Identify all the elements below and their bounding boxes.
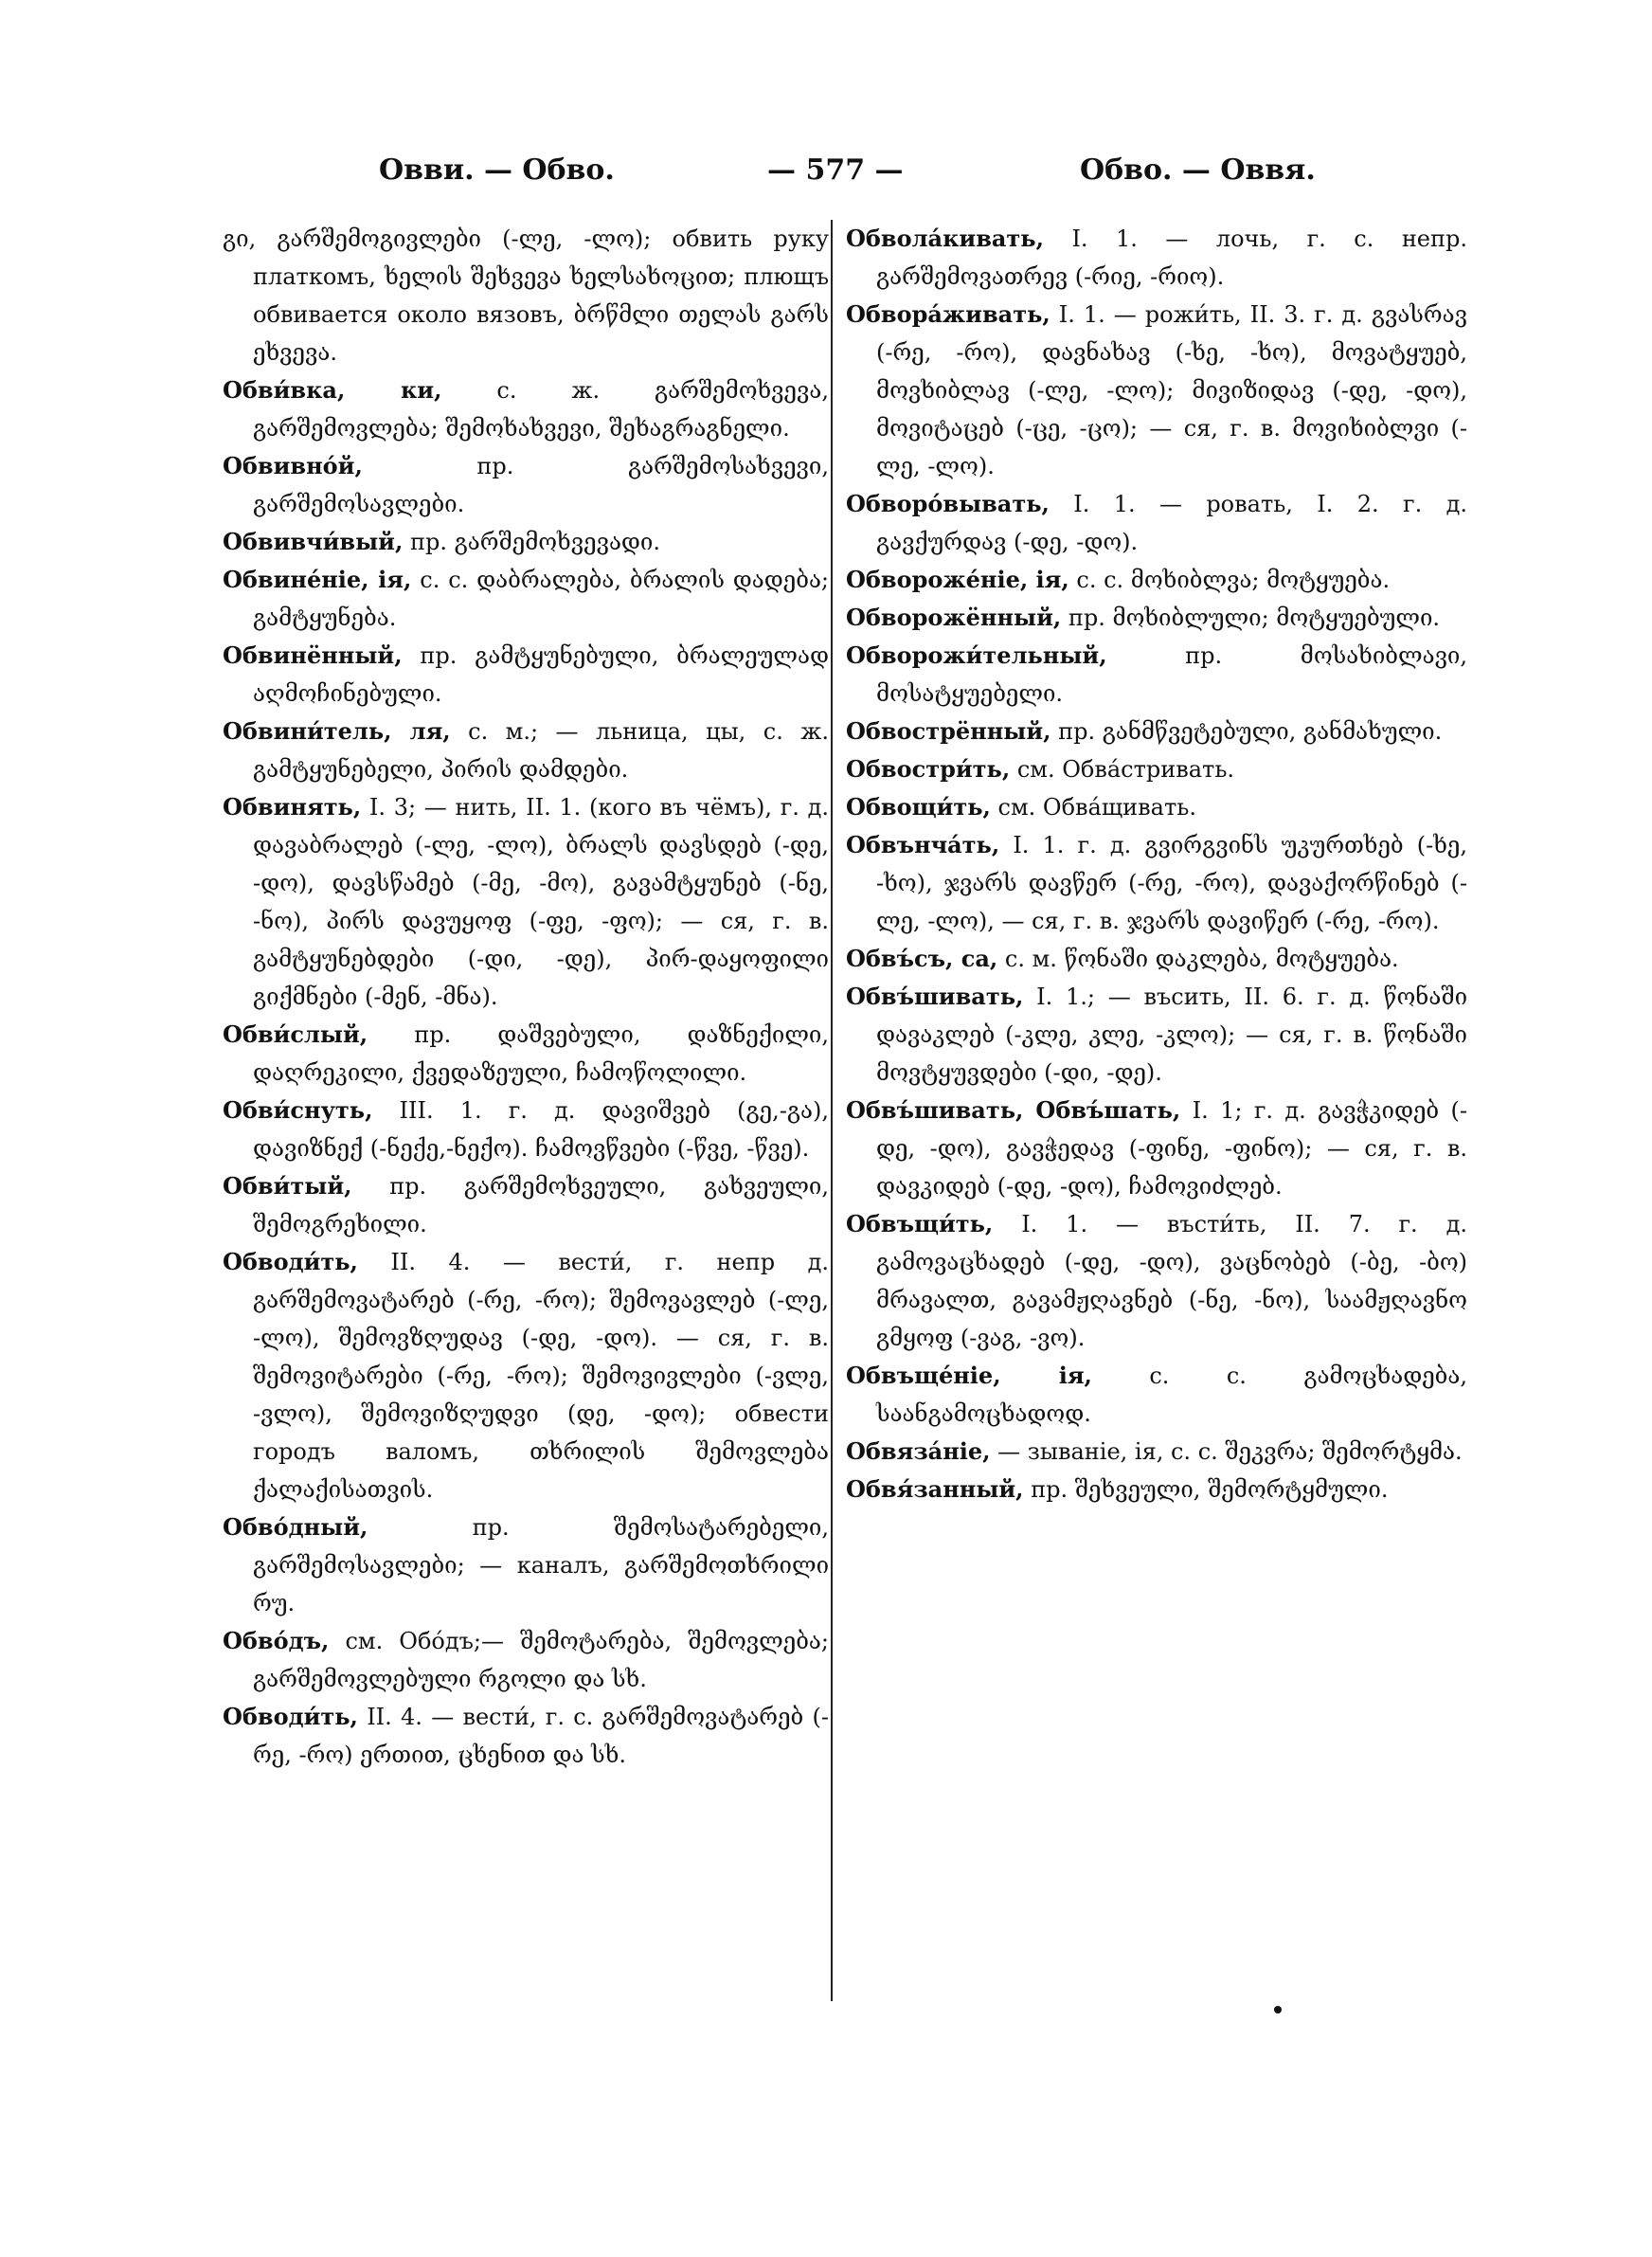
- dictionary-entry: [846, 1357, 1467, 1433]
- entry-headword: Обвивно́й,: [223, 452, 363, 479]
- entry-definition: I. 1. — ровать, I. 2. г. д. გავქურდავ (-დე, -დო).: [876, 491, 1467, 555]
- entry-headword: Обводи́ть,: [223, 1703, 358, 1730]
- left-column: [223, 220, 829, 1774]
- entry-headword: Обвостри́ть,: [846, 755, 1011, 783]
- dictionary-entry: [846, 637, 1467, 713]
- entry-headword: Обви́слый,: [223, 1020, 368, 1048]
- dictionary-entry: [846, 1205, 1467, 1357]
- page-header: [360, 153, 1336, 201]
- entry-definition: с. с. მოხიბლვა; მოტყუება.: [1076, 567, 1391, 593]
- entry-definition: пр. გარშემოხვევადი.: [409, 529, 660, 555]
- entry-headword: Обворожи́тельный,: [846, 641, 1107, 669]
- entry-definition: III. 1. г. д. დავიშვებ (გე,-გა), დავიზნექ (-ნექე,-ნექო). ჩამოვწვები (-წვე, -წვე).: [253, 1097, 829, 1162]
- dictionary-entry: [846, 826, 1467, 940]
- entry-headword: Обворожённый,: [846, 604, 1062, 631]
- entry-headword: Обвяза́ніе,: [846, 1437, 991, 1465]
- entry-definition: см. Обо́дъ;— შემოტარება, შემოვლება; გარშემოვლებული რგოლი და სხ.: [253, 1628, 829, 1692]
- entry-definition: I. 1. — лочь, г. с. непр. გარშემოვათრევ (-რიე, -რიო).: [876, 226, 1467, 290]
- entry-headword: Обвъ́шивать,: [846, 983, 1024, 1010]
- entry-headword: Обвора́живать,: [846, 300, 1050, 328]
- entry-definition: пр. შეხვეული, შემორტყმული.: [1031, 1476, 1389, 1503]
- entry-headword: Обвострённый,: [846, 717, 1051, 745]
- entry-headword: Обвъщи́ть,: [846, 1210, 994, 1237]
- entry-headword: Обвивчи́вый,: [223, 528, 404, 555]
- ink-mark: [1274, 2006, 1282, 2013]
- entry-headword: Обвинённый,: [223, 641, 403, 669]
- entry-definition: см. Обва́щивать.: [997, 794, 1196, 821]
- entry-definition: I. 1. — рожи́ть, II. 3. г. д. გვასრავ (-რე, -რო), დავნახავ (-ხე, -ხო), მოვატყუებ, მოვხიბლავ (-ლე, -ლო); მივიზიდავ (-დე, -დო), მოვიტაცებ (-ცე, -ცო); — ся, г. в. მოვიხიბლვი (-ლე, -ლო).: [876, 301, 1467, 479]
- entry-definition: пр. დაშვებული, დაზნექილი, დაღრეკილი, ქვედაზეული, ჩამოწოლილი.: [253, 1021, 829, 1086]
- dictionary-entry: [223, 713, 829, 788]
- dictionary-entry: [846, 485, 1467, 561]
- entry-headword: Обвола́кивать,: [846, 225, 1044, 252]
- dictionary-entry: [846, 220, 1467, 296]
- entry-definition: I. 1. — въсти́ть, II. 7. г. д. გამოვაცხადებ (-დე, -დო), ვაცნობებ (-ბე, -ბო) მრავალთ, გავამჟღავნებ (-ნე, -ნო), საამჟღავნო გმყოფ (-ვაგ, -ვო).: [876, 1211, 1467, 1351]
- page-number: — 577 —: [767, 153, 904, 187]
- dictionary-entry: [846, 1092, 1467, 1205]
- dictionary-entry: [846, 788, 1467, 826]
- dictionary-entry: [223, 371, 829, 447]
- entry-definition: с. с. დაბრალება, ბრალის დადება; გამტყუნება.: [253, 567, 829, 631]
- entry-definition: — зываніе, ія, с. с. შეკვრა; შემორტყმა.: [997, 1438, 1463, 1465]
- entry-headword: Обвощи́ть,: [846, 793, 991, 821]
- header-right-guide: Обво. — Оввя.: [1080, 153, 1316, 187]
- entry-headword: Обви́тый,: [223, 1172, 352, 1200]
- entry-definition: см. Обва́стривать.: [1016, 756, 1235, 783]
- entry-definition: I. 1; г. д. გავჭკიდებ (-დე, -დო), გავჭედავ (-ფინე, -ფინო); — ся, г. в. დავკიდებ (-დე, -დო), ჩამოვიძლებ.: [876, 1097, 1467, 1200]
- entry-definition: с. м. წონაში დაკლება, მოტყუება.: [1004, 946, 1399, 972]
- dictionary-entry: [846, 1471, 1467, 1508]
- entry-headword: Обвине́ніе, ія,: [223, 566, 412, 593]
- entry-definition: I. 1.; — въсить, II. 6. г. д. წონაში დავაკლებ (-კლე, კლე, -კლო); — ся, г. в. წონაში მოვტყუვდები (-დი, -დე).: [876, 984, 1467, 1086]
- dictionary-entry: [223, 1698, 829, 1774]
- dictionary-entry: [223, 447, 829, 523]
- entry-headword: Обви́снуть,: [223, 1096, 373, 1124]
- dictionary-entry: [223, 1243, 829, 1508]
- entry-headword: Обвя́занный,: [846, 1475, 1024, 1503]
- dictionary-entry: [223, 561, 829, 637]
- dictionary-entry: [846, 750, 1467, 788]
- dictionary-entry: [846, 561, 1467, 599]
- entry-headword: Обво́дный,: [223, 1513, 368, 1541]
- entry-headword: Обво́дъ,: [223, 1627, 330, 1654]
- entry-definition: II. 4. — вести́, г. с. გარშემოვატარებ (-რე, -რო) ერთით, ცხენით და სხ.: [253, 1704, 829, 1768]
- entry-definition: გი, გარშემოგივლები (-ლე, -ლო); обвить руку платкомъ, ხელის შეხვევა ხელსახოცით; плющъ обвивается около вязовъ, ბრწმლი თელას გარს ეხვევა.: [223, 226, 829, 366]
- entry-definition: II. 4. — вести́, г. непр д. გარშემოვატარებ (-რე, -რო); შემოვავლებ (-ლე, -ლო), შემოვზღუდავ (-დე, -დო). — ся, г. в. შემოვიტარები (-რე, -რო); შემოვივლები (-ვლე, -ვლო), შემოვიზღუდვი (დე, -დო); обвести городъ валомъ, თხრილის შემოვლება ქალაქისათვის.: [253, 1249, 829, 1503]
- dictionary-entry: [846, 1433, 1467, 1471]
- entry-headword: Обвини́тель, ля,: [223, 717, 451, 745]
- right-column: [846, 220, 1467, 1508]
- entry-definition: пр. გამტყუნებული, ბრალეულად აღმოჩინებული.: [253, 642, 829, 707]
- entry-headword: Обвинять,: [223, 793, 362, 821]
- entry-definition: I. 1. г. д. გვირგვინს უკურთხებ (-ხე, -ხო), ჯვარს დავწერ (-რე, -რო), დავაქორწინებ (-ლე, -ლო), — ся, г. в. ჯვარს დავიწერ (-რე, -რო).: [876, 832, 1467, 934]
- dictionary-entry: [223, 1016, 829, 1092]
- entry-definition: с. ж. გარშემოხვევა, გარშემოვლება; შემოხახვევი, შეხაგრაგნელი.: [253, 377, 829, 442]
- entry-definition: пр. განმწვეტებული, განმახული.: [1058, 718, 1443, 745]
- entry-definition: пр. მოხიბლული; მოტყუებული.: [1068, 605, 1441, 631]
- dictionary-entry: [223, 1167, 829, 1243]
- dictionary-entry: [223, 220, 829, 371]
- dictionary-entry: [223, 523, 829, 561]
- dictionary-entry: [223, 1508, 829, 1622]
- dictionary-entry: [223, 1622, 829, 1698]
- entry-definition: пр. შემოსატარებელი, გარშემოსავლები; — каналъ, გარშემოთხრილი რუ.: [253, 1514, 829, 1616]
- entry-definition: с. м.; — льница, цы, с. ж. გამტყუნებელი, პირის დამდები.: [253, 718, 829, 783]
- column-divider: [831, 220, 833, 2001]
- entry-definition: с. с. გამოცხადება, საანგამოცხადოდ.: [876, 1363, 1467, 1427]
- entry-headword: Обвороже́ніе, ія,: [846, 566, 1069, 593]
- dictionary-entry: [846, 599, 1467, 637]
- dictionary-entry: [846, 940, 1467, 978]
- dictionary-entry: [846, 713, 1467, 750]
- dictionary-entry: [223, 788, 829, 1016]
- entry-definition: пр. გარშემოხვეული, გახვეული, შემოგრეხილი.: [253, 1173, 829, 1237]
- entry-headword: Обви́вка, ки,: [223, 376, 442, 404]
- entry-headword: Обвъ́шивать, Обвъ́шать,: [846, 1096, 1181, 1124]
- entry-headword: Обворо́вывать,: [846, 490, 1050, 517]
- entry-headword: Обвъще́ніе, ія,: [846, 1362, 1092, 1389]
- entry-headword: Обвъ́съ, са,: [846, 945, 998, 972]
- entry-definition: I. 3; — нить, II. 1. (кого въ чёмъ), г. д. დავაბრალებ (-ლე, -ლო), ბრალს დავსდებ (-დე, -დო), დავსწამებ (-მე, -მო), გავამტყუნებ (-ნე, -ნო), პირს დავუყოფ (-ფე, -ფო); — ся, г. в. გამტყუნებდები (-დი, -დე), პირ-დაყოფილი გიქმნები (-მენ, -მნა).: [253, 794, 829, 1010]
- entry-definition: пр. მოსახიბლავი, მოსატყუებელი.: [876, 642, 1467, 707]
- dictionary-entry: [223, 637, 829, 713]
- header-left-guide: Овви. — Обво.: [379, 153, 615, 187]
- entry-definition: пр. გარშემოსახვევი, გარშემოსავლები.: [253, 453, 829, 517]
- entry-headword: Обвънча́ть,: [846, 831, 1000, 858]
- dictionary-entry: [846, 978, 1467, 1092]
- entry-headword: Обводи́ть,: [223, 1248, 358, 1275]
- dictionary-entry: [846, 296, 1467, 485]
- dictionary-entry: [223, 1092, 829, 1167]
